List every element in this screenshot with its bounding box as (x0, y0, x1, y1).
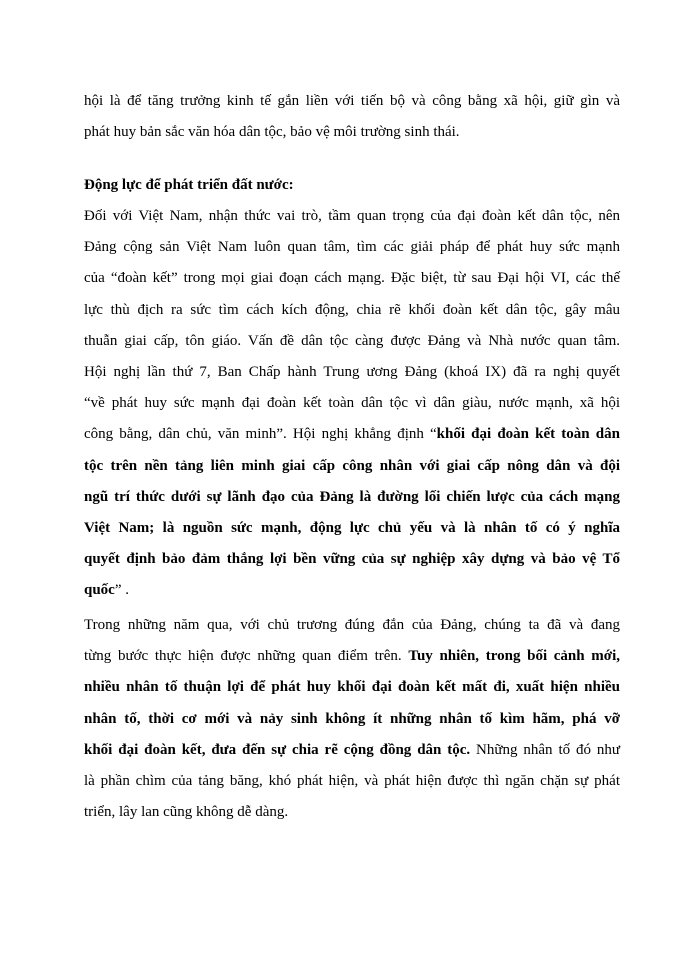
text-line-bold: quyết định bảo đảm thắng lợi bền vững của sự nghiệp xây dựng và bảo vệ Tổ (84, 551, 620, 568)
text-line: Đối với Việt Nam, nhận thức vai trò, tầm quan trọng của đại đoàn kết dân tộc, nên (84, 208, 620, 224)
section-heading: Động lực để phát triển đất nước: (84, 177, 294, 193)
text-line: Trong những năm qua, với chủ trương đúng đắn của Đảng, chúng ta đã và đang (84, 617, 620, 633)
text-line-mixed (84, 419, 620, 450)
text-line-mixed (84, 641, 620, 672)
text-line-bold: nhân tố, thời cơ mới và nảy sinh không ít những nhân tố kìm hãm, phá vỡ (84, 710, 620, 727)
text-plain: Những nhân tố đó như (470, 741, 621, 758)
paragraph-motivation (84, 201, 620, 606)
text-plain: công bằng, dân chủ, văn minh”. Hội nghị khẳng định “ (84, 426, 437, 443)
text-bold: khối đại đoàn kết toàn dân (436, 426, 620, 443)
text-line: thuẫn giai cấp, tôn giáo. Vấn đề dân tộc càng được Đảng và Nhà nước quan tâm. (84, 332, 620, 349)
text-line-bold: ngũ trí thức dưới sự lãnh đạo của Đảng là đường lối chiến lược của cách mạng (84, 488, 620, 505)
text-bold: Tuy nhiên, trong bối cảnh mới, (408, 648, 620, 665)
text-line: Đảng cộng sản Việt Nam luôn quan tâm, tìm các giải pháp để phát huy sức mạnh (84, 239, 620, 256)
text-line-bold: nhiều nhân tố thuận lợi để phát huy khối đại đoàn kết mất đi, xuất hiện nhiều (84, 679, 620, 696)
text-line: “về phát huy sức mạnh đại đoàn kết toàn dân tộc vì dân giàu, nước mạnh, xã hội (84, 395, 620, 412)
text-line: triển, lây lan cũng không dễ dàng. (84, 804, 289, 821)
paragraph-challenges (84, 610, 620, 828)
section-heading-block (84, 170, 620, 201)
text-line: Hội nghị lần thứ 7, Ban Chấp hành Trung ương Đảng (khoá IX) đã ra nghị quyết (84, 363, 620, 380)
text-plain: ” . (114, 582, 130, 599)
text-line: lực thù địch ra sức tìm cách kích động, chia rẽ khối đoàn kết dân tộc, gây mâu (84, 301, 620, 318)
text-line: của “đoàn kết” trong mọi giai đoạn cách mạng. Đặc biệt, từ sau Đại hội VI, các thế (84, 270, 620, 287)
text-line-bold: tộc trên nền tảng liên minh giai cấp công nhân với giai cấp nông dân và đội (84, 457, 620, 474)
text-line: hội là để tăng trưởng kinh tế gắn liền với tiến bộ và công bằng xã hội, giữ gìn và (84, 93, 620, 109)
text-line: phát huy bản sắc văn hóa dân tộc, bảo vệ môi trường sinh thái. (84, 124, 460, 141)
text-line-bold: Việt Nam; là nguồn sức mạnh, động lực chủ yếu và là nhân tố có ý nghĩa (84, 519, 620, 536)
text-line: là phần chìm của tảng băng, khó phát hiện, và phát hiện được thì ngăn chặn sự phát (84, 772, 620, 789)
paragraph-intro (84, 86, 620, 148)
text-bold: khối đại đoàn kết, đưa đến sự chia rẽ cộng đồng dân tộc. (84, 741, 471, 758)
text-bold: quốc (84, 582, 115, 599)
text-line-mixed (84, 735, 620, 766)
text-line-mixed (84, 575, 620, 606)
text-plain: từng bước thực hiện được những quan điểm trên. (84, 648, 409, 665)
